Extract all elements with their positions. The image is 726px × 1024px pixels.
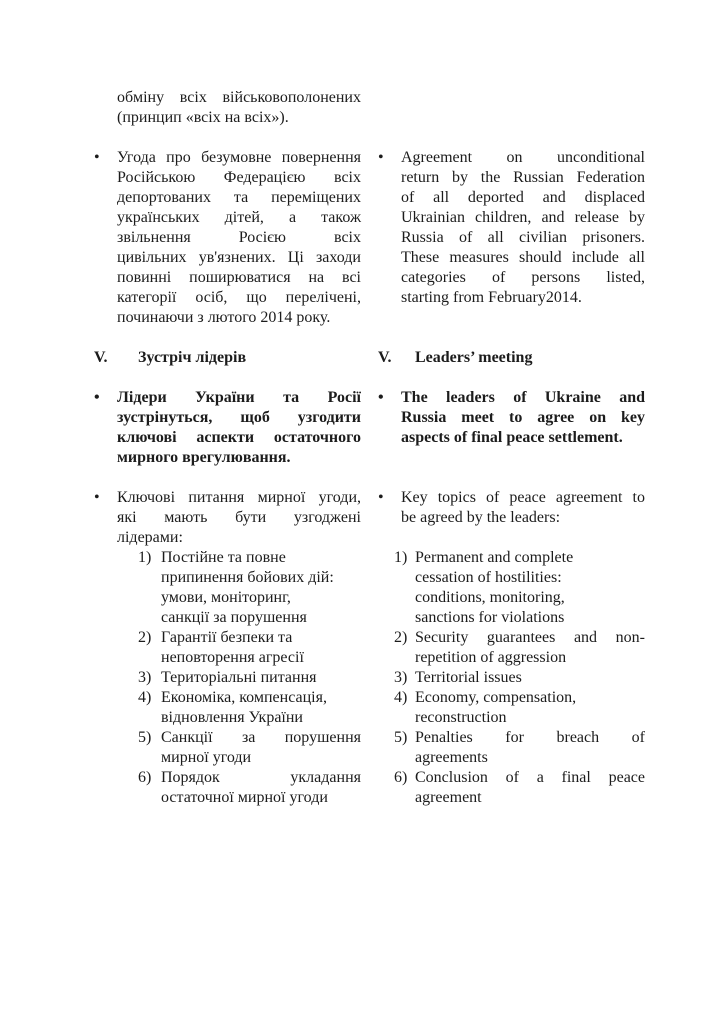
list-item	[94, 688, 361, 728]
bullet-paragraph	[378, 388, 645, 448]
row-return-agreement	[94, 148, 645, 328]
column-ukrainian	[94, 88, 361, 128]
row-leaders-meeting	[94, 388, 645, 468]
list-item	[378, 548, 645, 628]
section-number: V.	[94, 349, 108, 366]
list-item-text: Територіальні питання	[161, 669, 317, 686]
list-item	[94, 548, 361, 628]
list-item-number: 6)	[138, 769, 152, 786]
column-english	[378, 488, 645, 808]
paragraph-key-topics-ua: Ключові питання мирної угоди, які мають бути узгоджені лідерами:	[117, 489, 361, 546]
list-item	[378, 668, 645, 688]
list-item	[94, 728, 361, 768]
section-number: V.	[378, 349, 392, 366]
column-english	[378, 348, 645, 368]
list-item	[378, 628, 645, 668]
bullet-icon: •	[378, 149, 384, 166]
row-key-topics	[94, 488, 645, 808]
numbered-list-en	[378, 548, 645, 808]
list-item-text: Економіка, компенсація, відновлення України	[161, 689, 327, 726]
paragraph-leaders-en: The leaders of Ukraine and Russia meet to agree on key aspects of final peace settlement.	[401, 389, 645, 446]
list-item-number: 2)	[138, 629, 152, 646]
paragraph-return-ua: Угода про безумовне повернення Російською Федерацією всіх депортованих та переміщених українських дітей, а також звільнення Росією всіх цивільних ув'язнених. Ці заходи повинні поширюватися на всі категорії осіб, що перелічені, починаючи з лютого 2014 року.	[117, 149, 361, 326]
list-item-text: Penalties for breach of agreements	[415, 729, 645, 766]
list-item-number: 3)	[138, 669, 152, 686]
section-heading-en	[378, 348, 645, 368]
row-section-heading	[94, 348, 645, 368]
list-item	[94, 628, 361, 668]
bullet-paragraph	[378, 488, 645, 528]
paragraph-return-en: Agreement on unconditional return by the Russian Federation of all deported and displaced Ukrainian children, and release by Russia of all civilian prisoners. These measures should include all categories of persons listed, starting from February2014.	[401, 149, 645, 306]
bullet-icon: •	[378, 489, 384, 506]
list-item-text: Economy, compensation, reconstruction	[415, 689, 577, 726]
bullet-paragraph	[94, 148, 361, 328]
list-item	[378, 688, 645, 728]
list-item-number: 2)	[394, 629, 408, 646]
bullet-icon: •	[94, 389, 100, 406]
bullet-icon: •	[94, 489, 100, 506]
paragraph-leaders-ua: Лідери України та Росії зустрінуться, щоб узгодити ключові аспекти остаточного мирного врегулювання.	[117, 389, 361, 466]
column-ukrainian	[94, 388, 361, 468]
list-item-text: Security guarantees and non- repetition of aggression	[415, 629, 645, 666]
paragraph-key-topics-en: Key topics of peace agreement to be agreed by the leaders:	[401, 489, 645, 526]
list-item-text: Permanent and complete cessation of hostilities: conditions, monitoring, sanctions for violations	[415, 549, 574, 626]
list-item-text: Постійне та повне припинення бойових дій: умови, моніторинг, санкції за порушення	[161, 549, 334, 626]
list-item-number: 5)	[138, 729, 152, 746]
list-item-text: Гарантії безпеки та неповторення агресії	[161, 629, 304, 666]
list-item	[94, 668, 361, 688]
list-item-number: 1)	[138, 549, 152, 566]
list-item-number: 4)	[138, 689, 152, 706]
column-ukrainian	[94, 148, 361, 328]
list-item-number: 4)	[394, 689, 408, 706]
list-item-number: 3)	[394, 669, 408, 686]
list-item-text: Conclusion of a final peace agreement	[415, 769, 645, 806]
bullet-paragraph	[94, 488, 361, 548]
list-item-text: Порядок укладання остаточної мирної угоди	[161, 769, 361, 806]
section-heading-ua	[94, 348, 361, 368]
list-item-number: 6)	[394, 769, 408, 786]
page-content	[94, 88, 645, 808]
row-continuation	[94, 88, 645, 128]
bullet-icon: •	[94, 149, 100, 166]
column-ukrainian	[94, 488, 361, 808]
list-item-number: 5)	[394, 729, 408, 746]
section-title-en: Leaders’ meeting	[415, 349, 533, 366]
column-english	[378, 148, 645, 308]
list-item	[378, 768, 645, 808]
column-english	[378, 388, 645, 448]
bullet-paragraph	[94, 388, 361, 468]
list-item	[94, 768, 361, 808]
bullet-icon: •	[378, 389, 384, 406]
list-item-text: Санкції за порушення мирної угоди	[161, 729, 361, 766]
list-item	[378, 728, 645, 768]
column-ukrainian	[94, 348, 361, 368]
numbered-list-ua	[94, 548, 361, 808]
bullet-paragraph	[378, 148, 645, 308]
list-item-text: Territorial issues	[415, 669, 522, 686]
list-item-number: 1)	[394, 549, 408, 566]
section-title-ua: Зустріч лідерів	[138, 349, 247, 366]
paragraph-pow-exchange-ua: обміну всіх військовополонених (принцип «всіх на всіх»).	[117, 89, 361, 126]
